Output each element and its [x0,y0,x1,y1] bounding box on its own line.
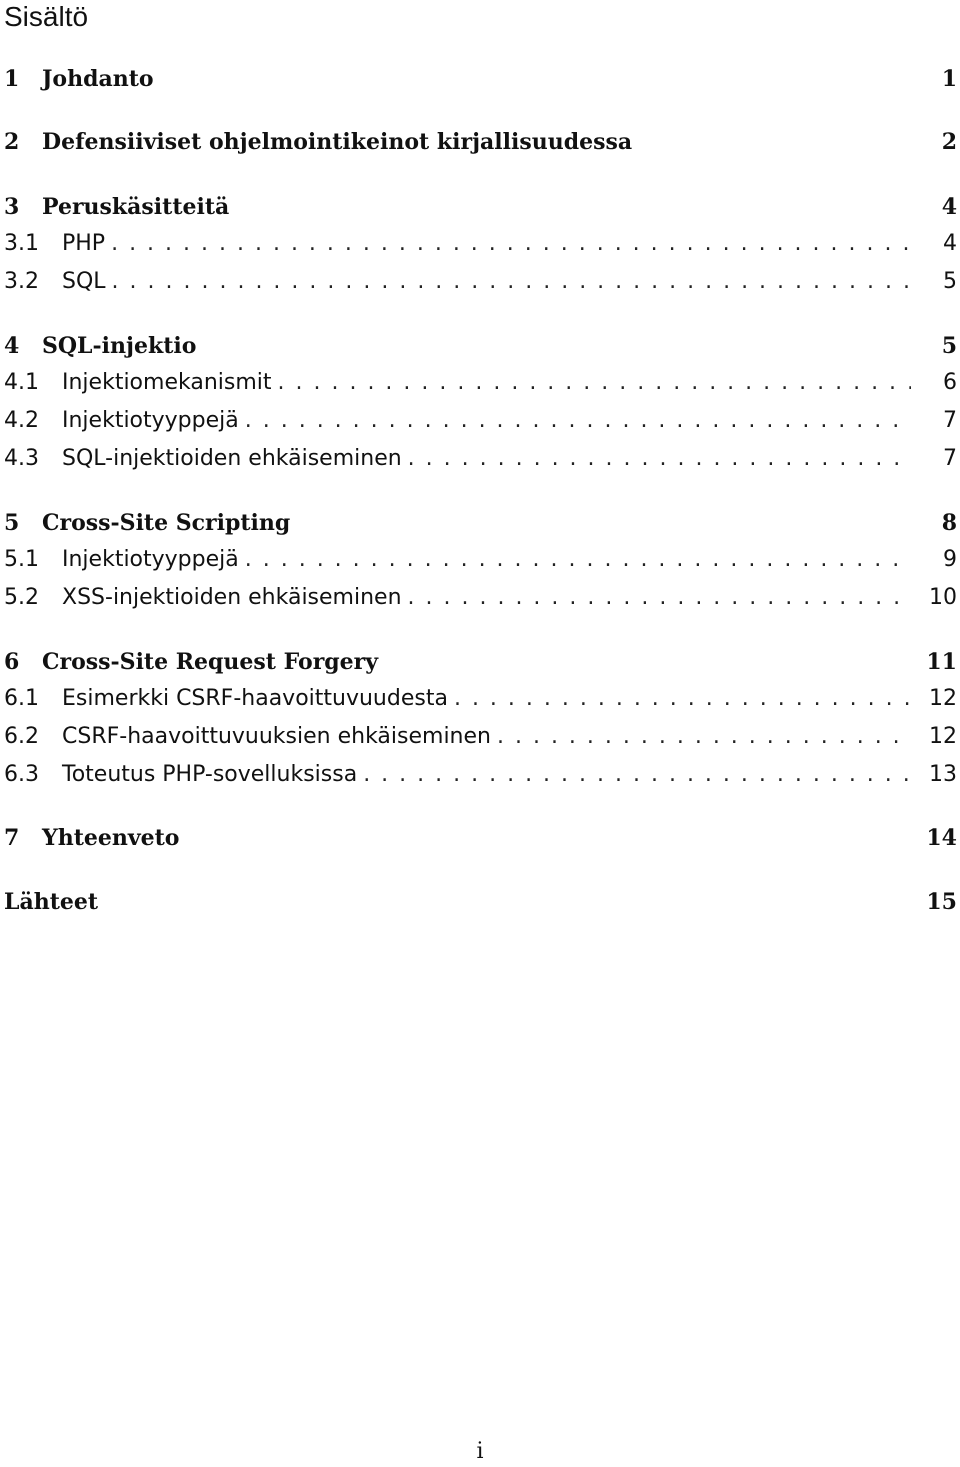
toc-dot-leader [454,684,911,714]
toc-dot-leader [408,583,911,613]
toc-chapter-2[interactable] [4,127,957,157]
toc-dot-leader [112,267,911,297]
toc-section-3-1[interactable] [4,229,957,259]
toc-page-number: 12 [929,724,957,749]
toc-page-number: 15 [926,889,957,915]
toc-title: CSRF-haavoittuvuuksien ehkäiseminen [62,724,491,749]
toc-chapter-1[interactable] [4,64,957,94]
toc-page-number: 12 [929,686,957,711]
toc-title: SQL-injektioiden ehkäiseminen [62,446,402,471]
toc-title: SQL-injektio [42,333,197,359]
toc-page-number: 5 [941,333,957,359]
toc-dot-leader [245,406,911,436]
toc-number: 4.3 [4,446,39,471]
toc-chapter-references[interactable] [4,887,957,917]
toc-section-4-1[interactable] [4,368,957,398]
toc-title: Lähteet [4,889,99,915]
toc-chapter-5[interactable] [4,508,957,538]
toc-number: 6.1 [4,686,39,711]
toc-number: 4 [4,333,20,359]
toc-title: Peruskäsitteitä [42,194,230,220]
toc-page-number: 7 [943,446,957,471]
toc-title: Toteutus PHP-sovelluksissa [62,762,358,787]
toc-title: Cross-Site Request Forgery [42,649,379,675]
toc-number: 2 [4,129,20,155]
toc-dot-leader [408,444,911,474]
toc-page-number: 13 [929,762,957,787]
toc-dot-leader [111,229,911,259]
toc-title: Injektiotyyppejä [62,547,239,572]
toc-dot-leader [245,545,911,575]
toc-page-number: 10 [929,585,957,610]
toc-page-number: 2 [941,129,957,155]
toc-section-5-2[interactable] [4,583,957,613]
toc-number: 6.3 [4,762,39,787]
toc-section-3-2[interactable] [4,267,957,297]
toc-page-number: 9 [943,547,957,572]
toc-dot-leader [278,368,911,398]
toc-number: 6.2 [4,724,39,749]
toc-title: Esimerkki CSRF-haavoittuvuudesta [62,686,448,711]
toc-page-number: 8 [941,510,957,536]
toc-number: 3 [4,194,20,220]
toc-title: Yhteenveto [42,825,180,851]
toc-section-6-2[interactable] [4,722,957,752]
toc-title: Injektiomekanismit [62,370,272,395]
toc-chapter-4[interactable] [4,331,957,361]
toc-page-number: 1 [941,66,957,92]
toc-section-6-1[interactable] [4,684,957,714]
toc-number: 5.2 [4,585,39,610]
toc-number: 5 [4,510,20,536]
toc-title: SQL [62,269,106,294]
toc-number: 4.1 [4,370,39,395]
toc-number: 6 [4,649,20,675]
toc-section-6-3[interactable] [4,760,957,790]
toc-title: Injektiotyyppejä [62,408,239,433]
toc-number: 4.2 [4,408,39,433]
toc-number: 3.1 [4,231,39,256]
toc-title: Cross-Site Scripting [42,510,291,536]
toc-page-number: 6 [943,370,957,395]
toc-chapter-7[interactable] [4,823,957,853]
toc-section-4-3[interactable] [4,444,957,474]
toc-page-number: 14 [926,825,957,851]
toc-section-4-2[interactable] [4,406,957,436]
toc-number: 1 [4,66,20,92]
toc-dot-leader [497,722,911,752]
toc-page-number: 4 [941,194,957,220]
toc-page-number: 4 [943,231,957,256]
toc-chapter-6[interactable] [4,647,957,677]
toc-number: 5.1 [4,547,39,572]
toc-page-number: 7 [943,408,957,433]
toc-page-number: 5 [943,269,957,294]
toc-title: PHP [62,231,106,256]
toc-title: Defensiiviset ohjelmointikeinot kirjallisuudessa [42,129,633,155]
toc-number: 3.2 [4,269,39,294]
page-footer-number: i [476,1439,484,1464]
toc-dot-leader [363,760,911,790]
toc-section-5-1[interactable] [4,545,957,575]
toc-number: 7 [4,825,20,851]
toc-title: XSS-injektioiden ehkäiseminen [62,585,402,610]
toc-chapter-3[interactable] [4,192,957,222]
page-title: Sisältö [4,1,89,32]
toc-title: Johdanto [42,66,154,92]
toc-page-number: 11 [926,649,957,675]
